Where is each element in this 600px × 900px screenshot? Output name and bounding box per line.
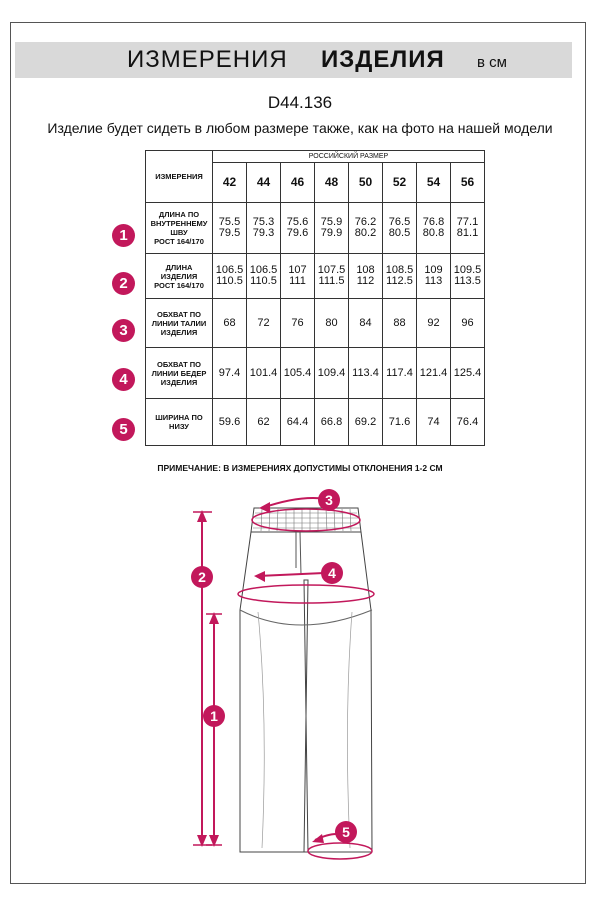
corner-label: ИЗМЕРЕНИЯ: [146, 151, 213, 203]
value-text: 113: [424, 275, 443, 287]
value-text: 66.8: [320, 415, 343, 428]
value-text: 76.4: [456, 415, 479, 428]
measure-label-line: ДЛИНА: [165, 262, 193, 272]
value-text: 88: [393, 316, 406, 329]
row-number-badge: 4: [112, 368, 135, 391]
value-text: 80.8: [422, 227, 445, 239]
value-text: 109: [424, 264, 443, 276]
value-text: 113.5: [454, 275, 481, 287]
measure-label-line: ЛИНИИ ТАЛИИ: [151, 318, 207, 328]
value-text: 69.2: [354, 415, 377, 428]
value-text: 79.9: [320, 227, 343, 239]
row-number-badge: 2: [112, 272, 135, 295]
value-text: 113.4: [352, 366, 379, 379]
value-text: 76.8: [422, 216, 445, 228]
tolerance-note: ПРИМЕЧАНИЕ: В ИЗМЕРЕНИЯХ ДОПУСТИМЫ ОТКЛОНЕНИЯ 1-2 СМ: [157, 463, 443, 473]
arrowhead-waist: [259, 502, 270, 513]
marker-2-label: 2: [198, 569, 206, 585]
measure-label-line: ОБХВАТ ПО: [156, 309, 201, 319]
value-text: 80.2: [354, 227, 377, 239]
value-text: 76: [291, 316, 304, 329]
value-text: 107: [288, 264, 307, 276]
measure-label-line: НИЗУ: [169, 422, 189, 431]
title-word-measurements: ИЗМЕРЕНИЯ: [127, 46, 288, 73]
value-text: 71.6: [388, 415, 411, 428]
value-text: 80.5: [388, 227, 411, 239]
value-text: 77.1: [456, 216, 479, 228]
value-text: 62: [257, 415, 270, 428]
pants-outline: [240, 532, 372, 852]
value-text: 75.5: [218, 216, 241, 228]
value-text: 112.5: [386, 275, 413, 287]
value-text: 75.6: [286, 216, 309, 228]
value-text: 59.6: [218, 415, 241, 428]
value-text: 109.5: [453, 264, 482, 276]
value-text: 97.4: [218, 366, 241, 379]
value-text: 92: [427, 316, 440, 329]
value-text: 111.5: [318, 275, 345, 287]
value-text: 75.9: [320, 216, 343, 228]
marker-3-label: 3: [325, 492, 333, 508]
hip-ellipse: [238, 585, 374, 603]
value-text: 79.6: [286, 227, 309, 239]
arrowhead-hip: [254, 571, 265, 582]
value-text: 105.4: [283, 366, 312, 379]
measure-label-line: РОСТ 164/170: [154, 280, 204, 290]
measure-guides: [193, 498, 374, 859]
value-text: 81.1: [456, 227, 479, 239]
value-text: 107.5: [317, 264, 346, 276]
value-text: 112: [356, 275, 375, 287]
fit-note: Изделие будет сидеть в любом размере также, как на фото на нашей модели: [47, 120, 553, 136]
value-text: 111: [289, 275, 306, 287]
value-text: 74: [427, 415, 440, 428]
title-unit: в см: [477, 54, 507, 71]
size-header-48: 48: [315, 163, 349, 203]
size-header-56: 56: [451, 163, 485, 203]
marker-5-label: 5: [342, 824, 350, 840]
measure-label-line: ВНУТРЕННЕМУ: [150, 219, 208, 228]
value-text: 76.2: [354, 216, 377, 228]
value-text: 76.5: [388, 216, 411, 228]
value-text: 64.4: [286, 415, 309, 428]
value-text: 75.3: [252, 216, 275, 228]
title-word-product: ИЗДЕЛИЯ: [321, 46, 445, 73]
size-header-54: 54: [417, 163, 451, 203]
measure-label-line: ШИРИНА ПО: [155, 413, 203, 422]
value-text: 96: [461, 316, 474, 329]
drawstring: [296, 532, 301, 575]
value-text: 68: [223, 316, 236, 329]
measure-label-line: ИЗДЕЛИЯ: [160, 377, 198, 387]
hip-arrow-line: [258, 573, 324, 576]
value-text: 72: [257, 316, 270, 329]
value-text: 108.5: [385, 264, 414, 276]
measure-label-line: ИЗДЕЛИЯ: [160, 327, 198, 337]
value-text: 79.3: [252, 227, 275, 239]
value-text: 125.4: [453, 366, 482, 379]
size-header-46: 46: [281, 163, 315, 203]
measure-label-line: ОБХВАТ ПО: [156, 359, 201, 369]
size-header-52: 52: [383, 163, 417, 203]
value-text: 108: [356, 264, 375, 276]
value-text: 101.4: [249, 366, 278, 379]
measure-label-line: ДЛИНА ПО: [158, 210, 200, 219]
row-number-badge: 3: [112, 319, 135, 342]
diagram-markers: [191, 489, 357, 843]
value-text: 84: [359, 316, 372, 329]
measure-label-line: ИЗДЕЛИЯ: [160, 271, 198, 281]
measure-label-line: ШВУ: [170, 228, 188, 237]
marker-1-label: 1: [210, 708, 218, 724]
value-text: 110.5: [250, 275, 277, 287]
measure-label-line: ЛИНИИ БЕДЕР: [151, 368, 207, 378]
row-number-badge: 5: [112, 418, 135, 441]
value-text: 106.5: [215, 264, 244, 276]
measure-label-line: РОСТ 164/170: [154, 237, 204, 246]
hem-ellipse: [308, 843, 372, 859]
size-group-header: РОССИЙСКИЙ РАЗМЕР: [213, 151, 485, 163]
value-text: 110.5: [216, 275, 243, 287]
value-text: 109.4: [317, 366, 346, 379]
arrowhead-hem: [312, 834, 324, 843]
value-text: 106.5: [249, 264, 278, 276]
value-text: 80: [325, 316, 338, 329]
row-number-badge: 1: [112, 224, 135, 247]
value-text: 117.4: [386, 366, 413, 379]
value-text: 121.4: [419, 366, 448, 379]
size-header-50: 50: [349, 163, 383, 203]
size-header-42: 42: [213, 163, 247, 203]
value-text: 79.5: [218, 227, 241, 239]
waist-arrow-arc: [262, 498, 326, 508]
size-header-44: 44: [247, 163, 281, 203]
product-code: D44.136: [267, 93, 333, 112]
marker-4-label: 4: [328, 565, 336, 581]
